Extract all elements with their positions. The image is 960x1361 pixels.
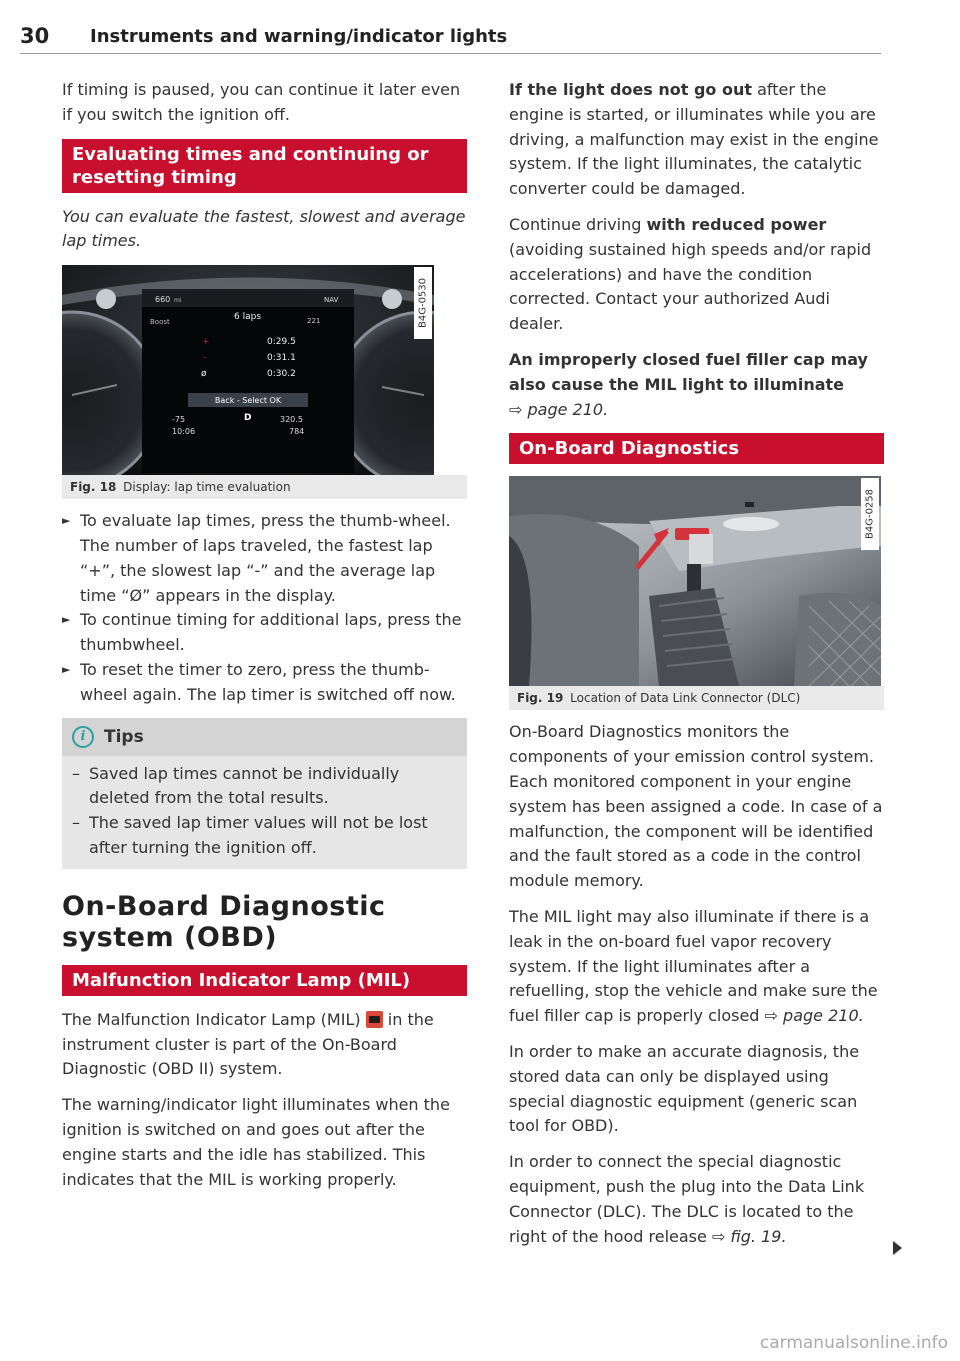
figure-18-caption (62, 475, 467, 499)
diagnosis-paragraph: In order to make an accurate diagnosis, the stored data can only be displayed using special diagnostic equipment (generic scan tool for OBD). (509, 1041, 860, 1136)
display-back-select: Back - Select OK (214, 396, 282, 406)
display-laps: 6 laps (234, 312, 262, 323)
figure-19-code: B4G-0258 (861, 478, 879, 550)
section-heading-mil: Malfunction Indicator Lamp (MIL) (62, 965, 467, 996)
display-nav: NAV (324, 296, 339, 305)
display-total: 784 (289, 427, 305, 437)
mil-paragraph: The Malfunction Indicator Lamp (MIL) in the instrument cluster is part of the On-Board Diagnostic (OBD II) system. (62, 1009, 434, 1079)
light-not-out-paragraph: If the light does not go out after the engine is started, or illuminates while you are driving, a malfunction may exist in the engine system. If the light illuminates, the catalytic converter could be damaged. (509, 80, 879, 199)
page-number: 30 (20, 24, 50, 48)
display-odo-unit: mi (174, 297, 182, 305)
tips-header (62, 718, 467, 756)
fuel-vapor-paragraph: The MIL light may also illuminate if there is a leak in the on-board fuel vapor recovery system. If the light illuminates after a refuelling, stop the vehicle and make sure the fuel filler cap is properly closed ⇨ page 210. (509, 906, 878, 1026)
right-column (509, 78, 884, 1260)
obd-monitors-paragraph: On-Board Diagnostics monitors the components of your emission control system. Each monitored component in your engine system has been assigned a code. In case of a malfunction, the component will be identified and the fault stored as a code in the control module memory. (509, 722, 883, 891)
tip-item: – Saved lap times cannot be individually deleted from the total results. (72, 762, 457, 812)
tips-box (62, 718, 467, 869)
display-gear: D (244, 413, 252, 424)
info-icon: i (72, 726, 94, 748)
figure-18-label: Fig. 18 (70, 480, 117, 495)
instrument-cluster-illustration (62, 265, 434, 475)
display-boost: Boost (150, 318, 170, 327)
watermark: carmanualsonline.info (759, 1333, 948, 1353)
next-page-arrow-icon[interactable] (893, 1241, 902, 1255)
mil-illumination-paragraph: The warning/indicator light illuminates when the ignition is switched on and goes out after the engine starts and the idle has stabilized. This indicates that the MIL is working properly. (62, 1095, 450, 1189)
lap-time-display-image (62, 265, 434, 475)
display-temp: -75 (172, 415, 186, 425)
figure-19-caption-text: Location of Data Link Connector (DLC) (570, 691, 801, 706)
display-slowest-lap: 0:31.1 (267, 353, 296, 364)
dlc-location-image (509, 476, 881, 686)
step-reset: ► To reset the timer to zero, press the thumb-wheel again. The lap timer is switched off now. (62, 658, 467, 708)
fig-19-link[interactable]: ⇨ fig. 19. (711, 1226, 787, 1246)
display-range: 221 (307, 317, 321, 326)
tip-item: – The saved lap timer values will not be lost after turning the ignition off. (72, 811, 457, 861)
step-evaluate: ► To evaluate lap times, press the thumb-wheel. The number of laps traveled, the fastest lap “+”, the slowest lap “-” and the average lap time “Ø” appears in the display. (62, 509, 467, 608)
tips-title: Tips (104, 726, 144, 747)
obd-heading: On-Board Diagnostic system (OBD) (62, 890, 386, 953)
display-avg-symbol: ø (201, 369, 207, 380)
display-average-lap: 0:30.2 (267, 369, 296, 380)
page-210-link-2[interactable]: ⇨ page 210. (764, 1006, 864, 1026)
figure-19 (509, 476, 884, 710)
engine-warning-icon (366, 1011, 383, 1028)
page-header (20, 24, 881, 54)
display-slow-symbol: - (203, 353, 207, 364)
chapter-title: Instruments and warning/indicator lights (90, 26, 508, 47)
tips-list (62, 756, 467, 869)
intro-evaluating: You can evaluate the fastest, slowest and average lap times. (62, 206, 466, 251)
left-column (62, 78, 467, 1203)
figure-18 (62, 265, 467, 499)
step-continue: ► To continue timing for additional laps, press the thumbwheel. (62, 608, 467, 658)
display-odo: 660 (155, 295, 171, 305)
display-fast-symbol: + (202, 337, 210, 348)
display-time: 10:06 (172, 427, 196, 437)
figure-19-label: Fig. 19 (517, 691, 564, 706)
section-heading-evaluating: Evaluating times and continuing or resetting timing (62, 139, 467, 193)
section-heading-obd: On-Board Diagnostics (509, 433, 884, 464)
reduced-power-paragraph: Continue driving with reduced power (avoiding sustained high speeds and/or rapid accelerations) and have the condition corrected. Contact your authorized Audi dealer. (509, 214, 872, 334)
figure-19-caption (509, 686, 884, 710)
figure-18-caption-text: Display: lap time evaluation (123, 480, 291, 495)
display-trip: 320.5 (280, 415, 303, 425)
lap-steps-list (62, 509, 467, 707)
page-210-link[interactable]: ⇨ page 210. (509, 399, 609, 419)
display-fastest-lap: 0:29.5 (267, 337, 296, 348)
fuel-cap-paragraph: An improperly closed fuel filler cap may also cause the MIL light to illuminate ⇨ page 210. (509, 349, 868, 419)
paused-paragraph: If timing is paused, you can continue it later even if you switch the ignition off. (62, 80, 461, 124)
connect-equipment-paragraph: In order to connect the special diagnostic equipment, push the plug into the Data Link Connector (DLC). The DLC is located to the right of the hood release ⇨ fig. 19. (509, 1152, 865, 1246)
figure-18-code: B4G-0530 (414, 267, 432, 339)
dlc-illustration (509, 476, 881, 686)
